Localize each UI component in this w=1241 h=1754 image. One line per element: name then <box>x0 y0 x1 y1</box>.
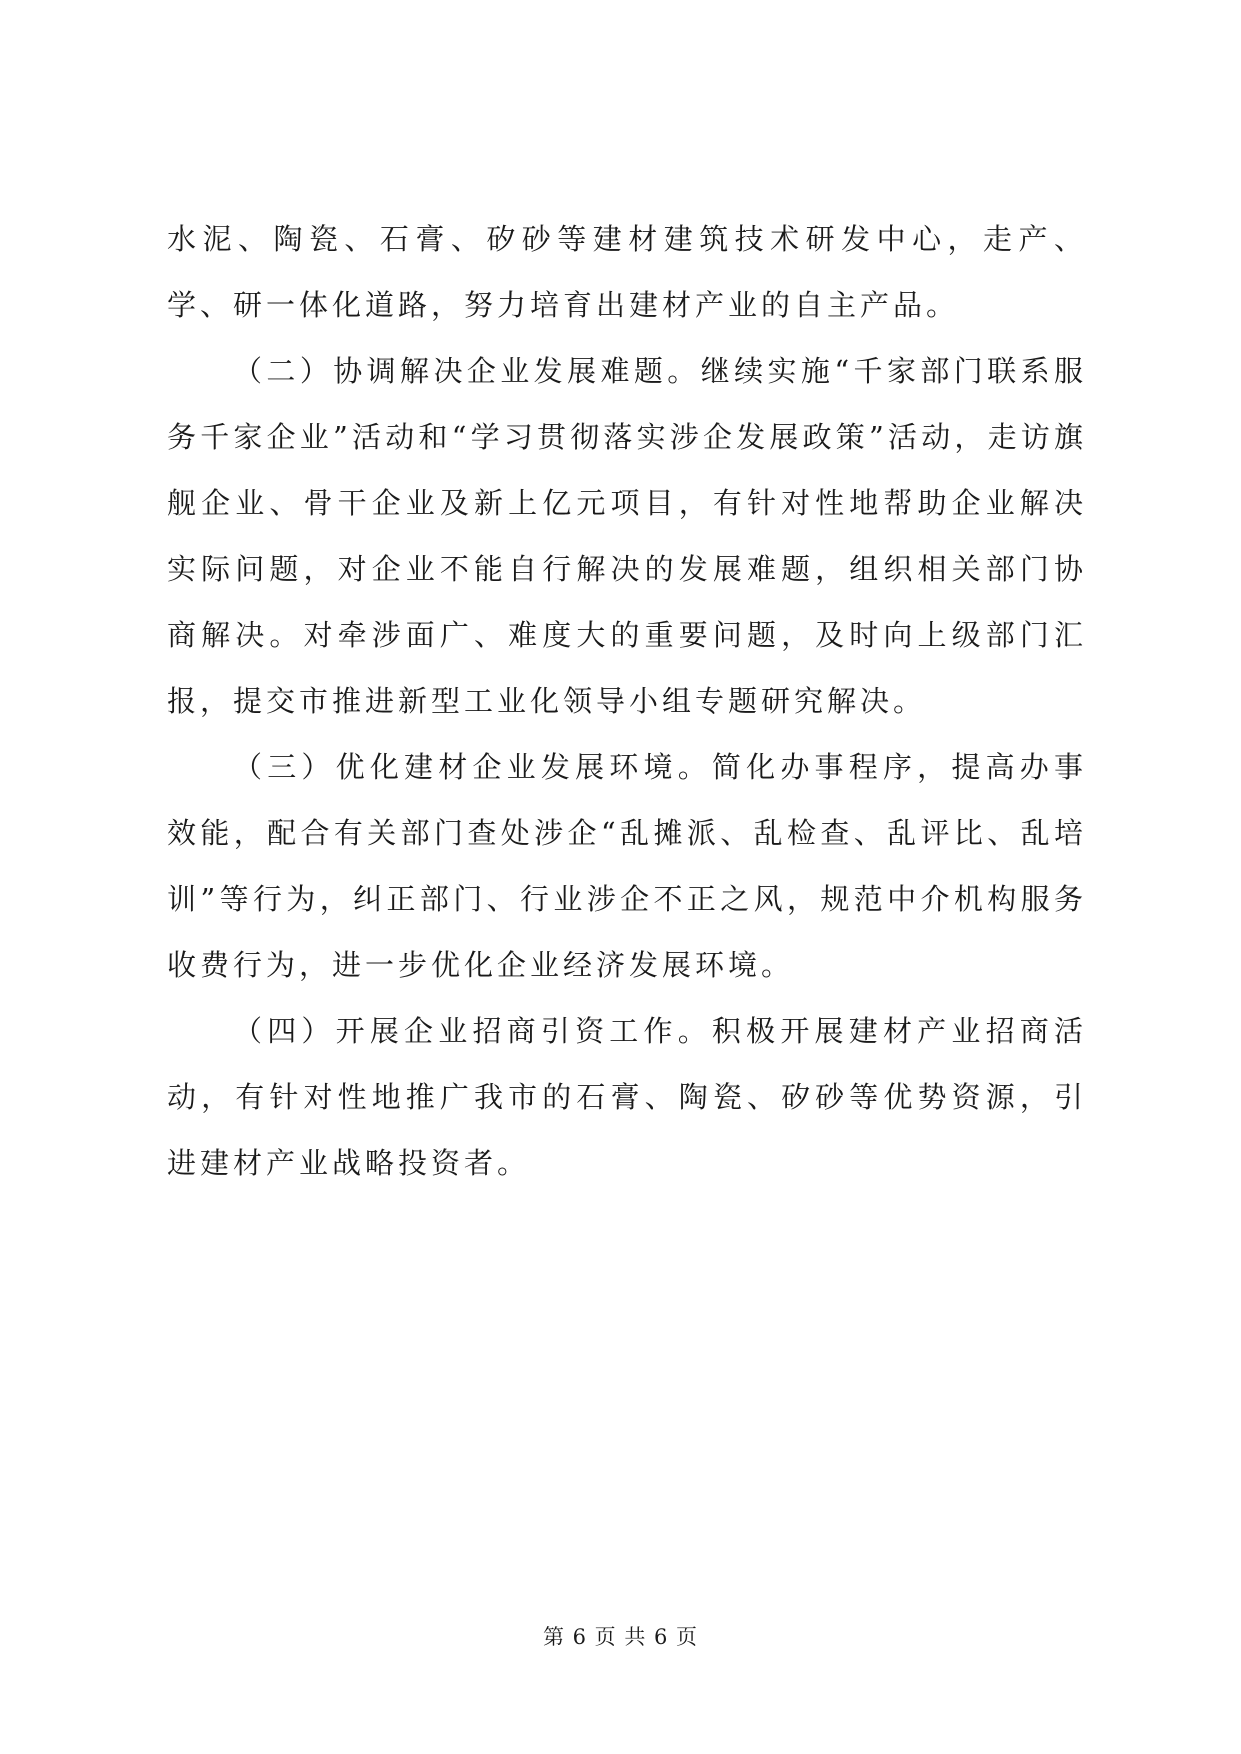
document-body <box>167 206 1087 1196</box>
paragraph-continuation: 水泥、陶瓷、石膏、矽砂等建材建筑技术研发中心，走产、学、研一体化道路，努力培育出建材产业的自主产品。 <box>167 222 1087 322</box>
paragraph-section-4: （四）开展企业招商引资工作。积极开展建材产业招商活动，有针对性地推广我市的石膏、陶瓷、矽砂等优势资源，引进建材产业战略投资者。 <box>167 1014 1087 1180</box>
page-number-footer: 第 6 页 共 6 页 <box>542 1625 699 1649</box>
paragraph-section-3: （三）优化建材企业发展环境。简化办事程序，提高办事效能，配合有关部门查处涉企“乱摊派、乱检查、乱评比、乱培训”等行为，纠正部门、行业涉企不正之风，规范中介机构服务收费行为，进一步优化企业经济发展环境。 <box>167 750 1087 982</box>
paragraph-section-2: （二）协调解决企业发展难题。继续实施“千家部门联系服务千家企业”活动和“学习贯彻落实涉企发展政策”活动，走访旗舰企业、骨干企业及新上亿元项目，有针对性地帮助企业解决实际问题，对企业不能自行解决的发展难题，组织相关部门协商解决。对牵涉面广、难度大的重要问题，及时向上级部门汇报，提交市推进新型工业化领导小组专题研究解决。 <box>167 354 1087 718</box>
